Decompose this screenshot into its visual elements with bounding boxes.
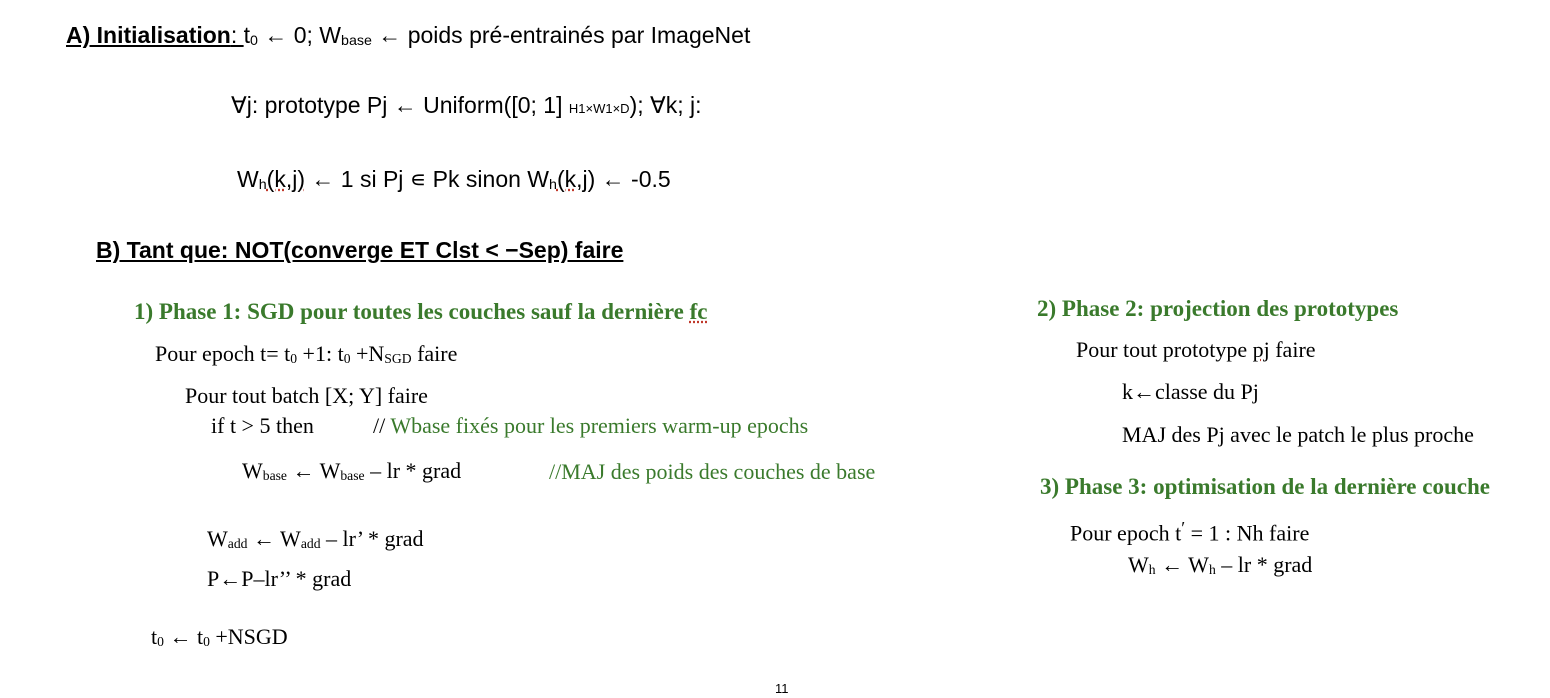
epoch-n: +N — [350, 341, 385, 366]
wadd-end: – lr’ * grad — [320, 526, 424, 551]
wh-h2: h — [549, 177, 557, 194]
wadd-sub: add — [227, 536, 248, 552]
init-colon: : — [230, 22, 244, 48]
init-label: A) Initialisation — [66, 22, 231, 48]
epoch-sgd: SGD — [384, 351, 412, 367]
phase2-title: 2) Phase 2: projection des prototypes — [1037, 296, 1399, 321]
wbase-end: – lr * grad — [364, 458, 462, 483]
phase1-fc: fc — [689, 299, 708, 324]
phase1-wbase — [242, 458, 461, 484]
wh-kj2: (k,j) — [556, 166, 596, 192]
wbase-w: W — [242, 458, 263, 483]
phase1-if: if t > 5 then — [211, 413, 314, 438]
proto-post: ); ∀k; j: — [629, 92, 702, 118]
phase1-t0-update — [151, 624, 288, 650]
epoch-pre: Pour epoch t= t — [155, 341, 291, 366]
wadd-mid: ← W — [247, 526, 301, 551]
phase1-batch: Pour tout batch [X; Y] faire — [185, 383, 428, 408]
loop-heading: B) Tant que: NOT(converge ET Clst < −Sep) faire — [96, 237, 624, 263]
init-line — [66, 22, 750, 49]
wh-kj1: (k,j) — [266, 166, 305, 192]
t0-mid: ← t — [163, 624, 204, 649]
phase2-line1-pre: Pour tout prototype — [1076, 337, 1253, 362]
wadd-w: W — [207, 526, 228, 551]
phase1-p-update: P←P–lr’’ * grad — [207, 566, 352, 591]
phase3-title: 3) Phase 3: optimisation de la dernière couche — [1040, 474, 1490, 499]
phase3-line1 — [1070, 518, 1309, 546]
wh-end: ← -0.5 — [595, 166, 671, 192]
init-t: t — [243, 22, 251, 48]
proto-line — [231, 92, 702, 119]
wbase-mid: ← W — [286, 458, 341, 483]
epoch-sub0: 0 — [290, 351, 298, 367]
wh-line — [237, 166, 671, 193]
t0-end: +NSGD — [209, 624, 288, 649]
phase2-line3: MAJ des Pj avec le patch le plus proche — [1122, 422, 1474, 447]
phase2-line1-pj: pj — [1252, 337, 1270, 362]
phase1-wadd — [207, 526, 424, 552]
phase1-title — [134, 299, 707, 325]
phase3-w: W — [1128, 552, 1149, 577]
phase2-line1-post: faire — [1269, 337, 1316, 362]
page-number: 11 — [775, 681, 789, 696]
epoch-sub1: 0 — [343, 351, 351, 367]
phase3-end: – lr * grad — [1215, 552, 1313, 577]
phase2-line1 — [1076, 337, 1316, 363]
t0-t: t — [151, 624, 158, 649]
epoch-post: faire — [411, 341, 458, 366]
wbase-sub: base — [262, 468, 287, 484]
wh-w1: W — [237, 166, 259, 192]
init-rest: ← poids pré-entrainés par ImageNet — [371, 22, 751, 48]
phase3-sub2: h — [1208, 562, 1216, 578]
wadd-sub2: add — [300, 536, 321, 552]
phase3-line1-post: = 1 : Nh faire — [1185, 520, 1310, 546]
phase3-mid: ← W — [1155, 552, 1209, 577]
phase1-epoch — [155, 341, 457, 367]
comment1-slashes: // — [373, 413, 391, 438]
phase3-line2 — [1128, 552, 1312, 578]
t0-sub2: 0 — [203, 634, 210, 650]
comment1-text: Wbase fixés pour les premiers warm-up epochs — [390, 413, 809, 438]
phase3-prime: ′ — [1181, 518, 1186, 538]
phase1-comment2: //MAJ des poids des couches de base — [549, 459, 876, 484]
phase2-line2: k←classe du Pj — [1122, 379, 1259, 404]
phase3-line1-pre: Pour epoch t — [1070, 520, 1182, 546]
t0-sub: 0 — [157, 634, 164, 650]
phase1-title-text: 1) Phase 1: SGD pour toutes les couches sauf la dernière — [134, 299, 690, 324]
proto-pre: ∀j: prototype Pj ← Uniform([0; 1] — [231, 92, 569, 118]
init-w-sub: base — [341, 33, 372, 50]
proto-dims: H1×W1×D — [568, 101, 630, 116]
wh-mid: ← 1 si Pj ∊ Pk sinon W — [304, 166, 549, 192]
init-after-t: ← 0; W — [257, 22, 342, 48]
phase1-comment1 — [373, 413, 808, 439]
wbase-sub2: base — [340, 468, 365, 484]
epoch-mid: +1: t — [297, 341, 344, 366]
wh-h1: h — [258, 177, 267, 194]
phase3-sub: h — [1148, 562, 1156, 578]
init-t-sub: 0 — [250, 33, 258, 50]
